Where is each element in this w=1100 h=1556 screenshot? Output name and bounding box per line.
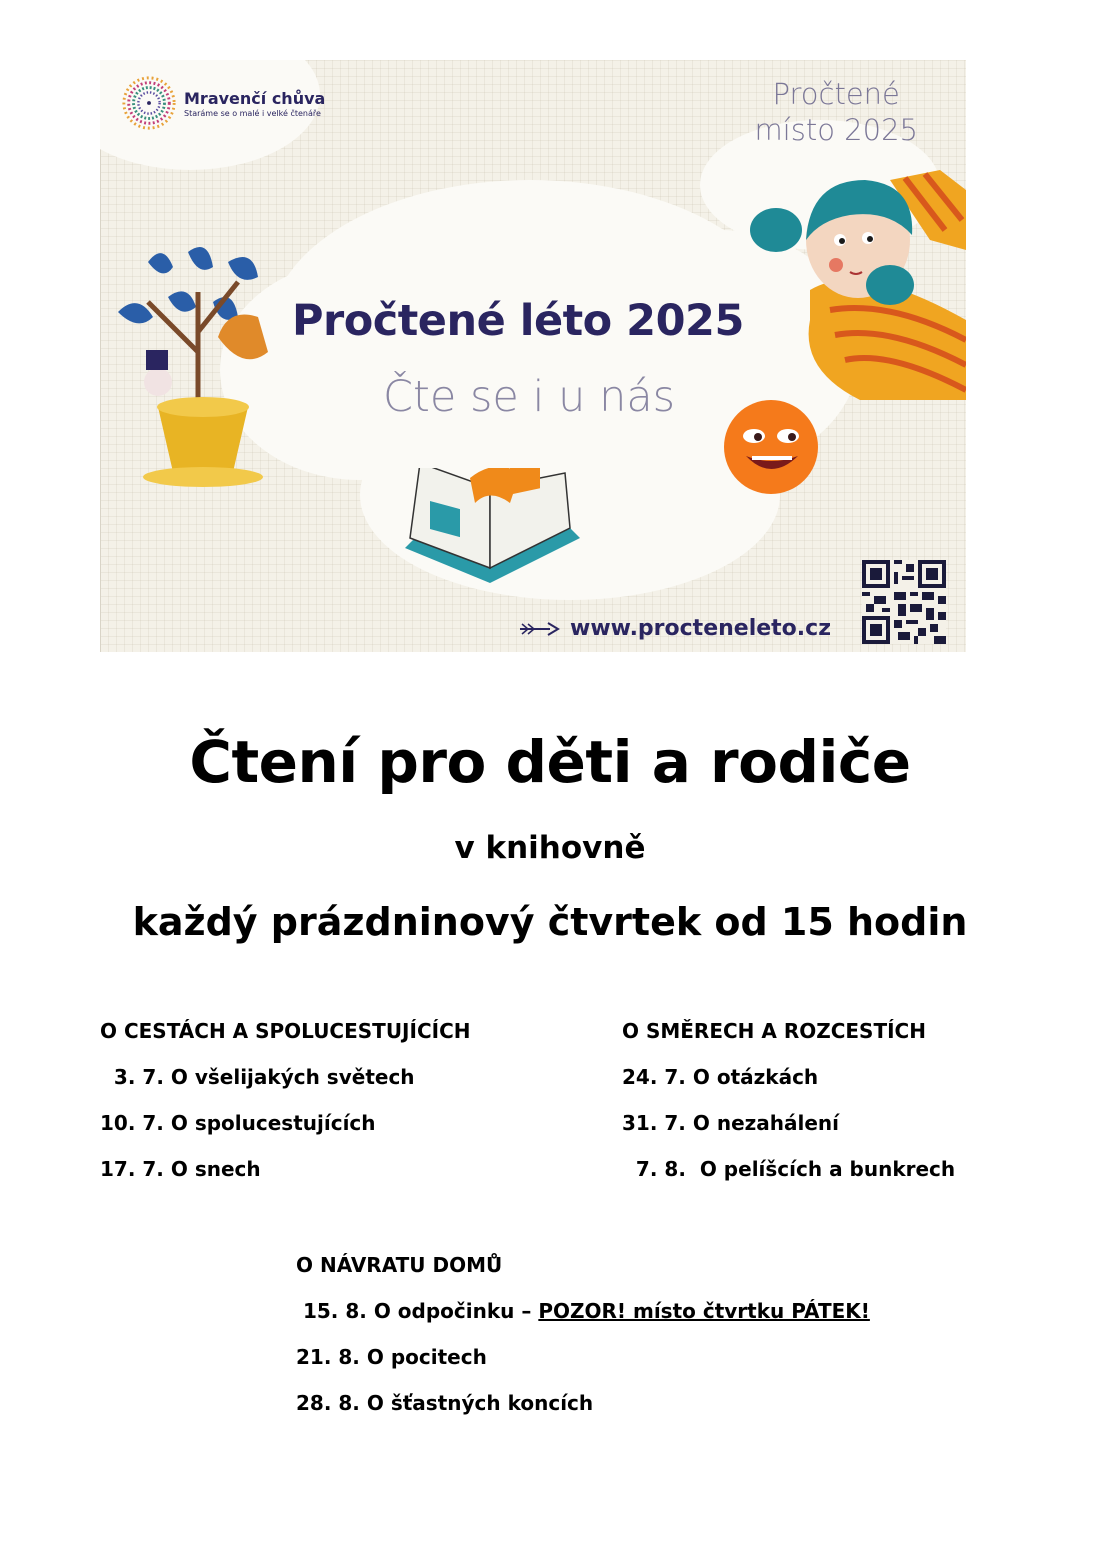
section-return-home bbox=[296, 1250, 870, 1434]
banner bbox=[100, 60, 966, 652]
page-title: Čtení pro děti a rodiče bbox=[189, 728, 911, 796]
section-title: O CESTÁCH A SPOLUCESTUJÍCÍCH bbox=[100, 1019, 471, 1043]
event-item: 10. 7. O spolucestujících bbox=[100, 1111, 376, 1135]
banner-title: Pročtené léto 2025 bbox=[292, 296, 744, 346]
logo-tagline: Staráme se o malé i velké čtenáře bbox=[184, 108, 321, 118]
event-item: 28. 8. O šťastných koncích bbox=[296, 1391, 594, 1415]
section-title: O SMĚRECH A ROZCESTÍCH bbox=[622, 1019, 926, 1043]
badge-line-2: místo 2025 bbox=[754, 113, 918, 147]
event-item: 31. 7. O nezahálení bbox=[622, 1111, 840, 1135]
event-text: 15. 8. O odpočinku – bbox=[296, 1299, 539, 1323]
event-item: 24. 7. O otázkách bbox=[622, 1065, 819, 1089]
brand-logo bbox=[120, 74, 325, 132]
event-item: 3. 7. O všelijakých světech bbox=[100, 1065, 415, 1089]
website-url[interactable]: www.procteneleto.cz bbox=[570, 616, 831, 641]
schedule-change-notice: POZOR! místo čtvrtku PÁTEK! bbox=[538, 1299, 870, 1323]
location-subheading: v knihovně bbox=[454, 830, 646, 866]
badge-line-1: Pročtené bbox=[772, 77, 900, 111]
plant-illustration bbox=[118, 242, 288, 492]
section-title: O NÁVRATU DOMŮ bbox=[296, 1253, 503, 1277]
schedule-note: každý prázdninový čtvrtek od 15 hodin bbox=[132, 900, 968, 944]
event-item: 21. 8. O pocitech bbox=[296, 1345, 487, 1369]
book-illustration bbox=[400, 468, 590, 608]
event-item: 17. 7. O snech bbox=[100, 1157, 261, 1181]
section-journeys bbox=[100, 1016, 470, 1200]
logo-dots-icon bbox=[120, 74, 178, 132]
place-badge bbox=[754, 76, 918, 148]
event-item bbox=[296, 1296, 870, 1342]
event-item: 7. 8. O pelíšcích a bunkrech bbox=[622, 1157, 956, 1181]
logo-name: Mravenčí chůva bbox=[184, 88, 326, 108]
smiley-illustration bbox=[722, 398, 820, 496]
girl-illustration bbox=[740, 170, 966, 400]
website-link-row bbox=[518, 616, 831, 641]
qr-code-icon[interactable] bbox=[862, 560, 946, 644]
banner-subtitle: Čte se i u nás bbox=[383, 372, 676, 422]
section-directions bbox=[622, 1016, 955, 1200]
arrow-right-icon bbox=[518, 621, 562, 637]
